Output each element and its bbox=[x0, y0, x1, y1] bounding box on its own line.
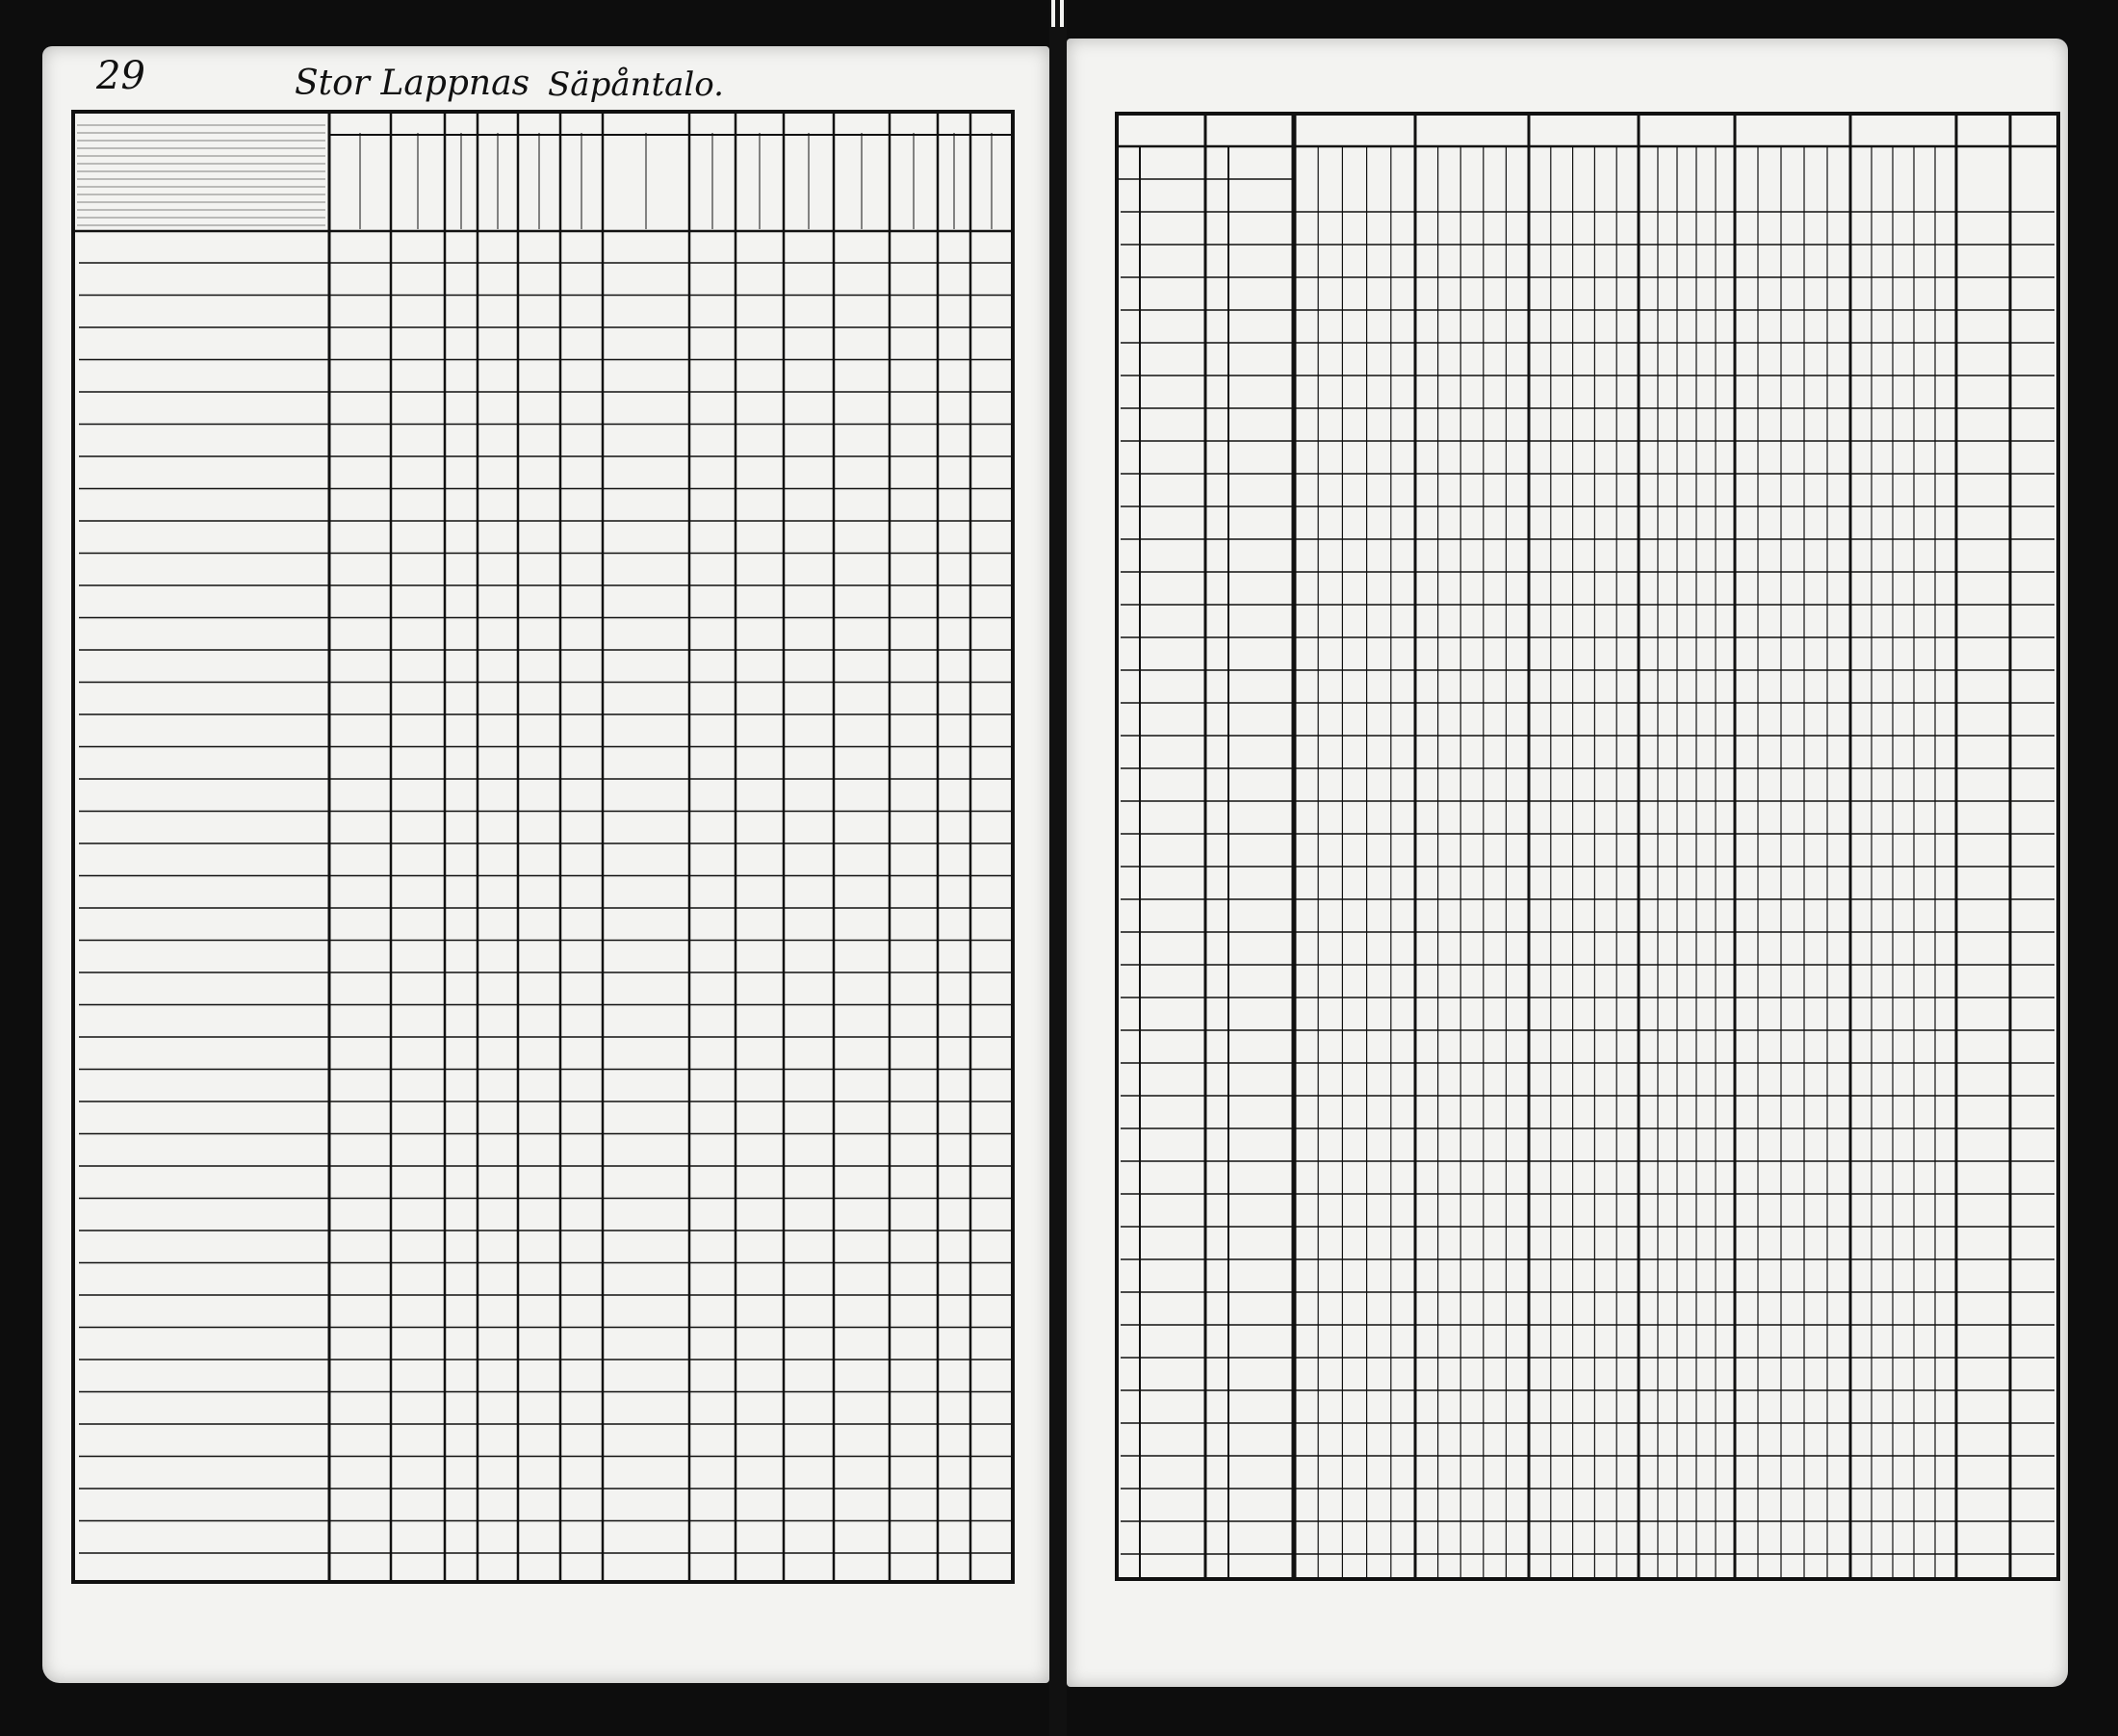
right-page bbox=[1067, 39, 2068, 1687]
right-register-content bbox=[1067, 39, 2068, 1687]
book-gutter bbox=[1049, 0, 1067, 1736]
title-suffix: Säpåntalo. bbox=[548, 65, 724, 104]
left-register-content bbox=[42, 46, 1049, 1683]
gutter-tick bbox=[1060, 0, 1064, 27]
page-number: 29 bbox=[96, 54, 145, 98]
left-page bbox=[42, 46, 1049, 1683]
gutter-tick bbox=[1051, 0, 1055, 27]
village-title: Stor Lappnas bbox=[295, 64, 530, 103]
